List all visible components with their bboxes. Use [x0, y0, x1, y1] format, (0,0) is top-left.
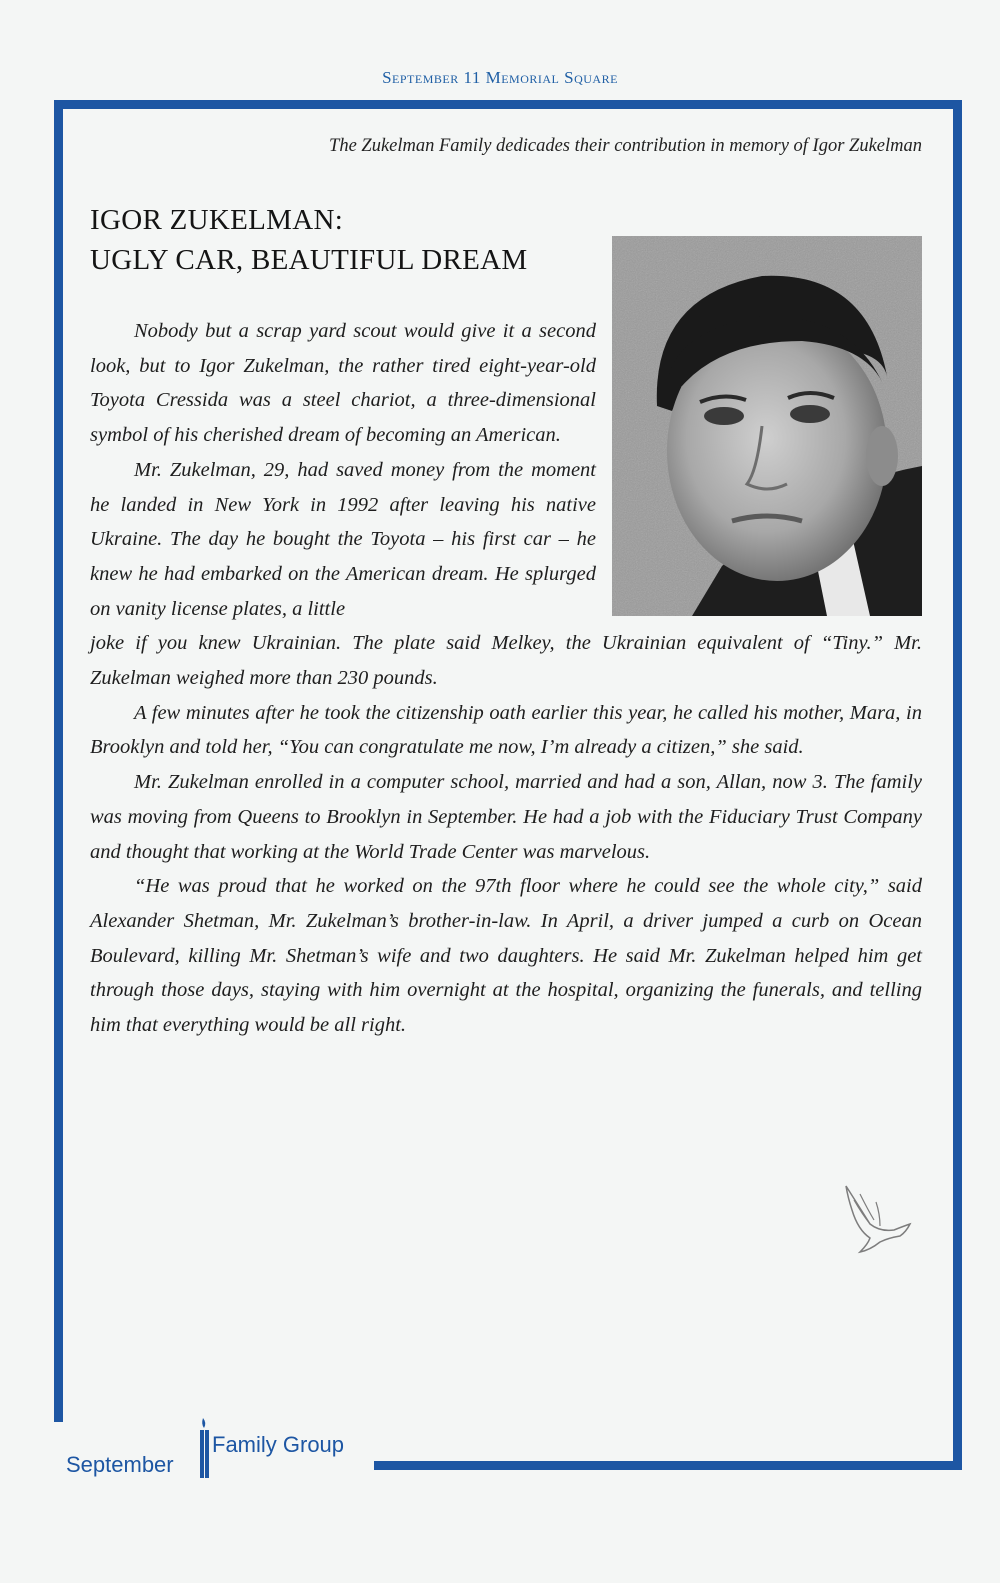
paragraph-3: A few minutes after he took the citizenship oath earlier this year, he called his mother, Mara, in Brooklyn and told her, “You can congratulate me now, I’m already a citizen,” she said. [90, 701, 922, 759]
paragraph-2-continued: joke if you knew Ukrainian. The plate said Melkey, the Ukrainian equivalent of “Tiny.” Mr. Zukelman weighed more than 230 pounds. [90, 632, 922, 690]
paragraph-1: Nobody but a scrap yard scout would give it a second look, but to Igor Zukelman, the rather tired eight-year-old Toyota Cressida was a steel chariot, a three-dimensional symbol of his cherished dream of becoming an American. [90, 320, 596, 447]
paragraph-5: “He was proud that he worked on the 97th floor where he could see the whole city,” said Alexander Shetman, Mr. Zukelman’s brother-in-law. In April, a driver jumped a curb on Ocean Boulevard, killing Mr. Shetman’s wife and two daughters. He said Mr. Zukelman helped him get through those days, staying with him overnight at the hospital, organizing the funerals, and telling him that everything would be all right. [90, 875, 922, 1037]
dove-icon [840, 1180, 920, 1260]
title-line-2: UGLY CAR, BEAUTIFUL DREAM [90, 244, 528, 276]
september-family-group-logo [64, 1412, 384, 1482]
article-body [90, 314, 922, 1043]
candle-mark [194, 1418, 212, 1478]
article-title [90, 200, 527, 280]
paragraph-4: Mr. Zukelman enrolled in a computer school, married and had a son, Allan, now 3. The family was moving from Queens to Brooklyn in September. He had a job with the Fiduciary Trust Company and thought that working at the World Trade Center was marvelous. [90, 771, 922, 863]
logo-word-family-group: Family Group [212, 1432, 345, 1457]
paragraph-2: Mr. Zukelman, 29, had saved money from the moment he landed in New York in 1992 after leaving his native Ukraine. The day he bought the Toyota – his first car – he knew he had embarked on the American dream. He splurged on vanity license plates, a little [90, 458, 596, 620]
logo-word-september: September [66, 1452, 174, 1477]
title-line-1: IGOR ZUKELMAN: [90, 204, 344, 236]
page-header: September 11 Memorial Square [382, 68, 618, 87]
dedication-line: The Zukelman Family dedicades their contribution in memory of Igor Zukelman [329, 136, 922, 156]
